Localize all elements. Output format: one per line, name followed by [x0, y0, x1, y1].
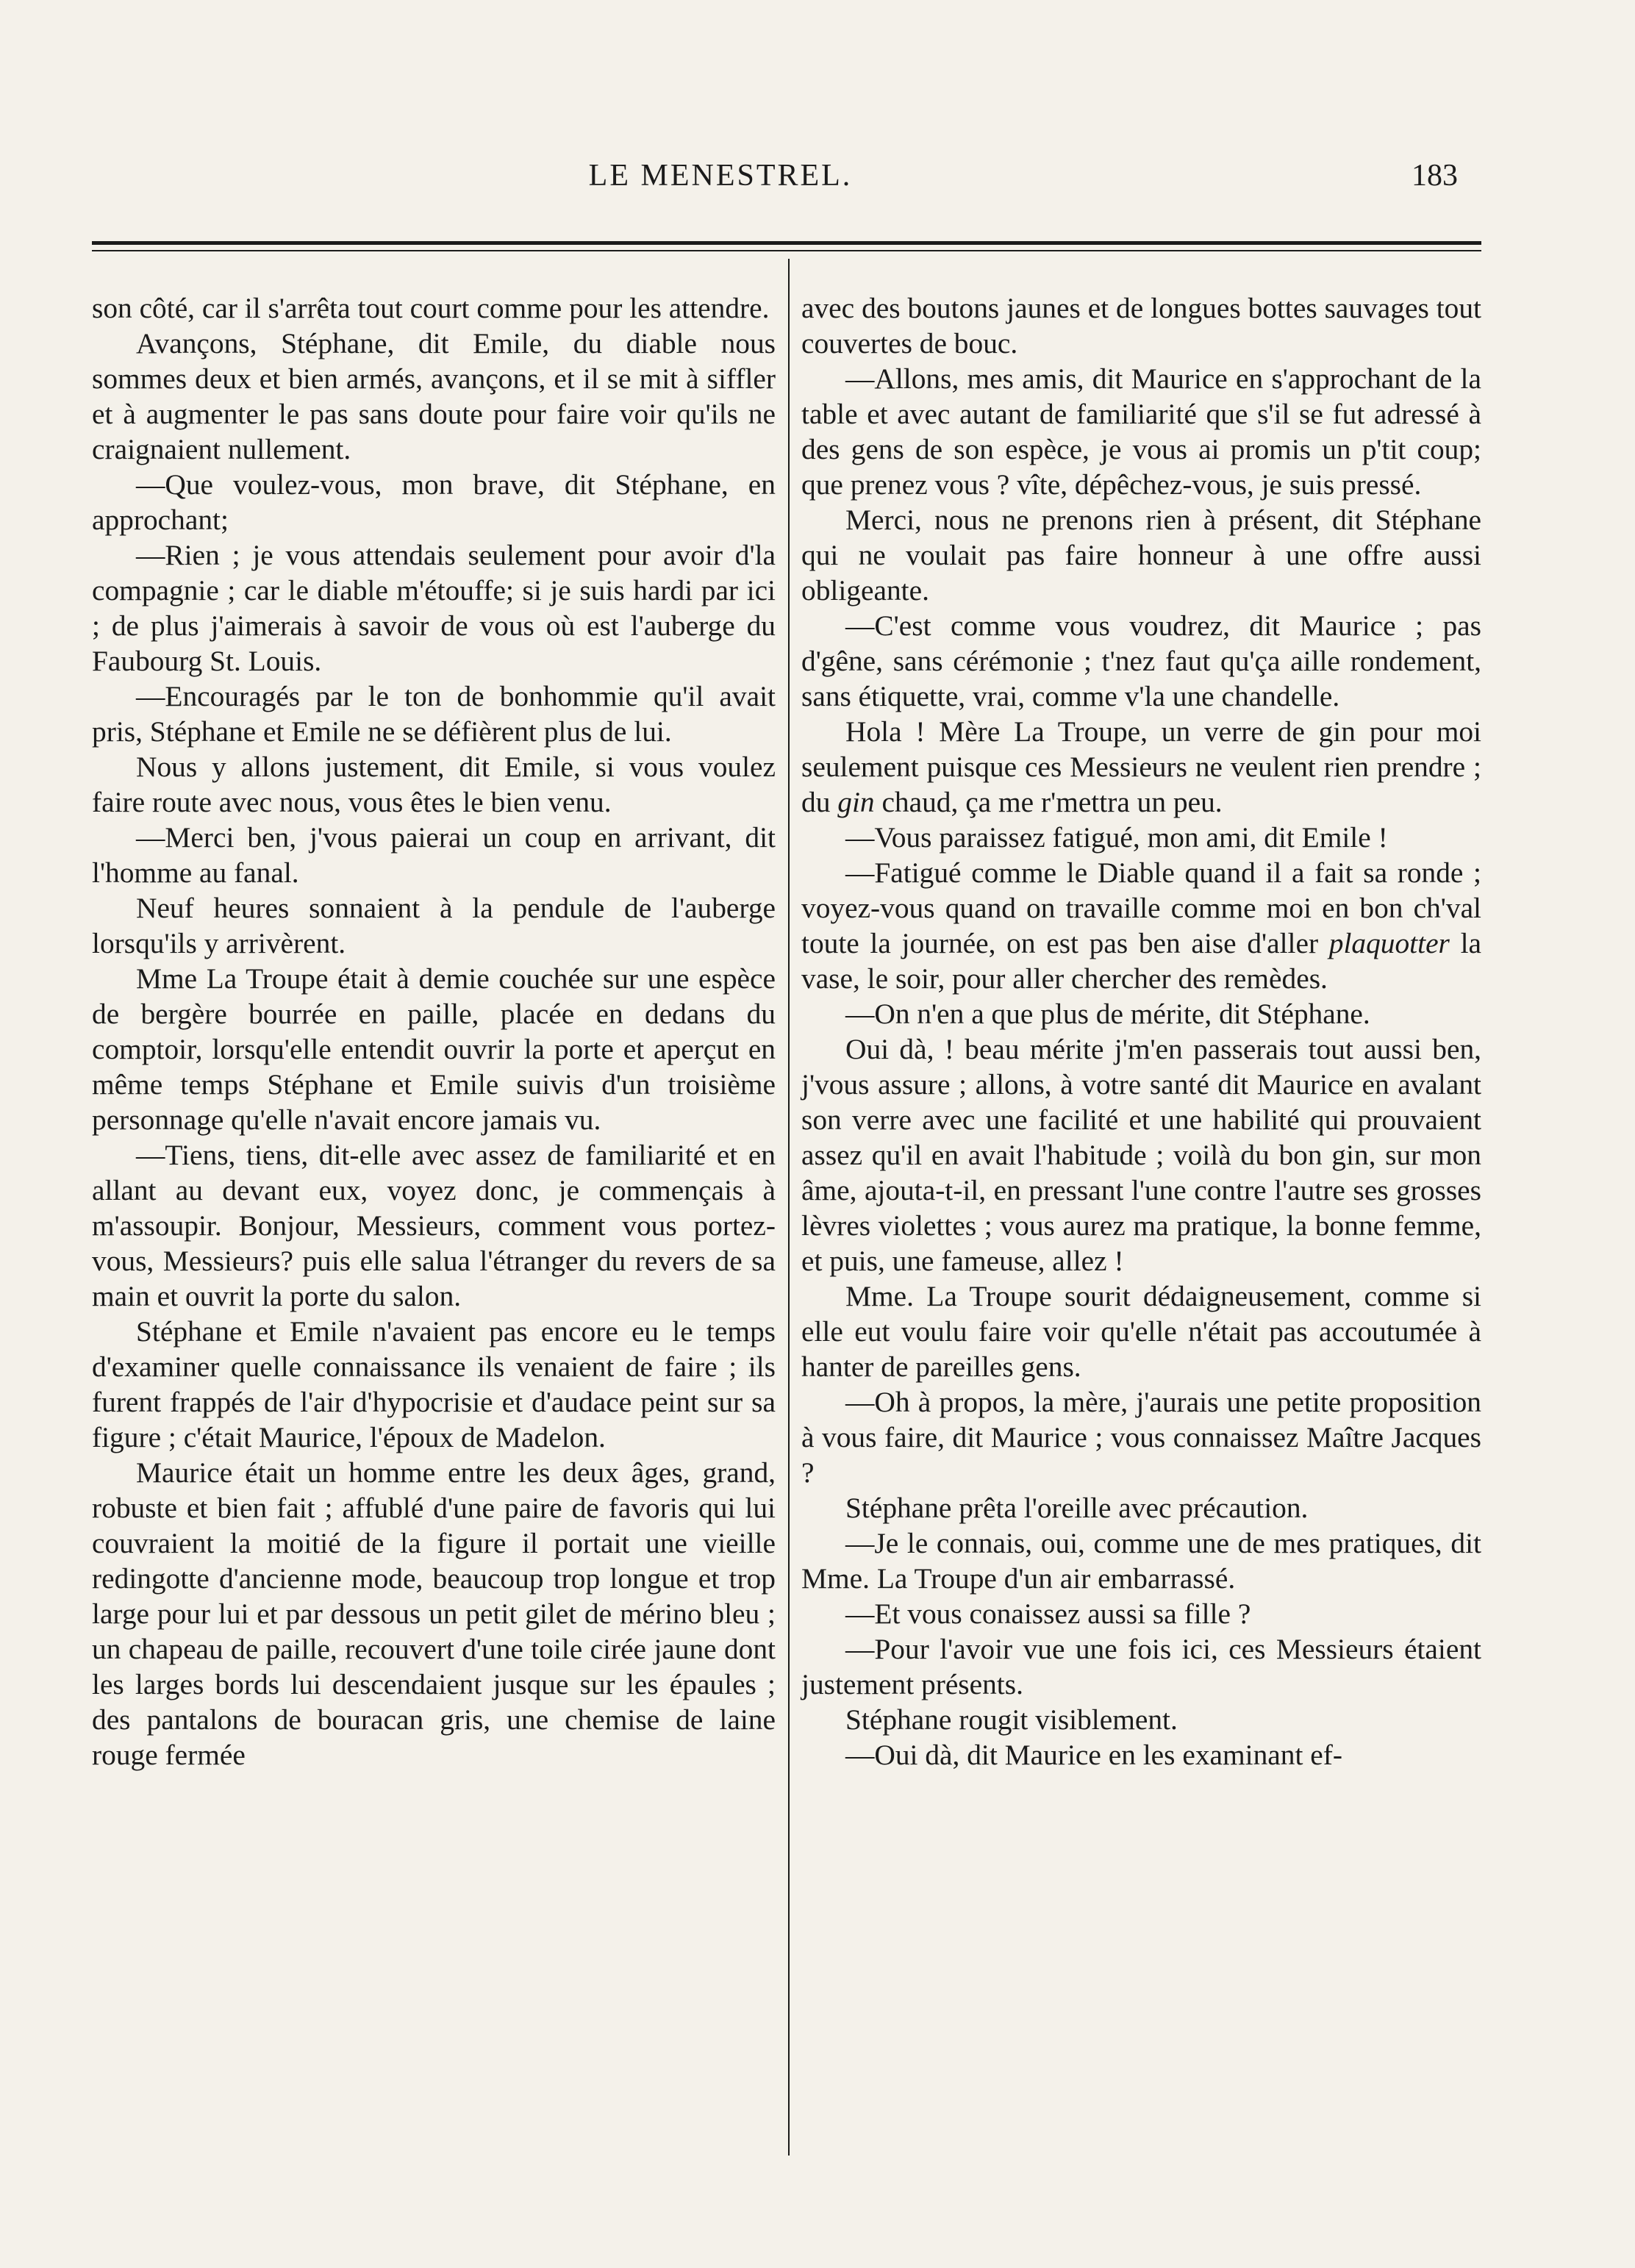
paragraph: —Je le connais, oui, comme une de mes pratiques, dit Mme. La Troupe d'un air embarrassé.: [801, 1527, 1481, 1595]
left-column: [92, 290, 776, 1772]
paragraph: Merci, nous ne prenons rien à présent, dit Stéphane qui ne voulait pas faire honneur à une offre aussi obligeante.: [801, 504, 1481, 607]
paragraph: Nous y allons justement, dit Emile, si vous voulez faire route avec nous, vous êtes le bien venu.: [92, 751, 776, 818]
paragraph: Avançons, Stéphane, dit Emile, du diable nous sommes deux et bien armés, avançons, et il se mit à siffler et à augmenter le pas sans doute pour faire voir qu'ils ne craignaient nullement.: [92, 327, 776, 465]
journal-title: LE MENESTREL.: [588, 159, 853, 193]
paragraph: —Oui dà, dit Maurice en les examinant ef-: [845, 1739, 1342, 1771]
paragraph: —Encouragés par le ton de bonhommie qu'il avait pris, Stéphane et Emile ne se défièrent plus de lui.: [92, 680, 776, 748]
column-divider: [788, 259, 790, 2156]
paragraph: —On n'en a que plus de mérite, dit Stéphane.: [845, 998, 1370, 1030]
paragraph: —Merci ben, j'vous paierai un coup en arrivant, dit l'homme au fanal.: [92, 821, 776, 889]
paragraph: Mme. La Troupe sourit dédaigneusement, comme si elle eut voulu faire voir qu'elle n'était pas accoutumée à hanter de pareilles gens.: [801, 1280, 1481, 1383]
paragraph: —Rien ; je vous attendais seulement pour avoir d'la compagnie ; car le diable m'étouffe; si je suis hardi par ici ; de plus j'aimerais à savoir de vous où est l'auberge du Faubourg St. Louis.: [92, 539, 776, 677]
paragraph: Stéphane prêta l'oreille avec précaution.: [845, 1492, 1309, 1524]
paragraph: —C'est comme vous voudrez, dit Maurice ; pas d'gêne, sans cérémonie ; t'nez faut qu'ça aille rondement, sans étiquette, vrai, comme v'la une chandelle.: [801, 609, 1481, 712]
paragraph: Hola ! Mère La Troupe, un verre de gin pour moi seulement puisque ces Messieurs ne veulent rien prendre ; du gin chaud, ça me r'mettra un peu.: [801, 715, 1481, 818]
paragraph: —Que voulez-vous, mon brave, dit Stéphane, en approchant;: [92, 468, 776, 536]
paragraph: —Fatigué comme le Diable quand il a fait sa ronde ; voyez-vous quand on travaille comme moi en bon ch'val toute la journée, on est pas ben aise d'aller plaquotter la vase, le soir, pour aller chercher des remèdes.: [801, 856, 1481, 995]
paragraph: —Vous paraissez fatigué, mon ami, dit Emile !: [845, 821, 1388, 854]
right-column: [801, 290, 1481, 1772]
header-rule-thick: [92, 241, 1481, 245]
header-rule-thin: [92, 250, 1481, 251]
paragraph: —Allons, mes amis, dit Maurice en s'approchant de la table et avec autant de familiarité que s'il se fut adressé à des gens de son espèce, je vous ai promis un p'tit coup; que prenez vous ? vîte, dépêchez-vous, je suis pressé.: [801, 362, 1481, 501]
paragraph: Oui dà, ! beau mérite j'm'en passerais tout aussi ben, j'vous assure ; allons, à votre santé dit Maurice en avalant son verre avec une facilité et une habilité qui prouvaient assez qu'il en avait l'habitude ; voilà du bon gin, sur mon âme, ajouta-t-il, en pressant l'une contre l'autre ses grosses lèvres violettes ; vous aurez ma pratique, la bonne femme, et puis, une fameuse, allez !: [801, 1033, 1481, 1277]
paragraph: Stéphane rougit visiblement.: [845, 1703, 1178, 1736]
paragraph: avec des boutons jaunes et de longues bottes sauvages tout couvertes de bouc.: [801, 292, 1481, 359]
paragraph: Maurice était un homme entre les deux âges, grand, robuste et bien fait ; affublé d'une paire de favoris qui lui couvraient la moitié de la figure il portait une vieille redingotte d'ancienne mode, beaucoup trop longue et trop large pour lui et par dessous un petit gilet de mérino bleu ; un chapeau de paille, recouvert d'une toile cirée jaune dont les larges bords lui descendaient jusque sur les épaules ; des pantalons de bouracan gris, une chemise de laine rouge fermée: [92, 1456, 776, 1771]
page-number: 183: [1412, 159, 1458, 193]
running-head: [0, 151, 1635, 202]
paragraph: —Et vous conaissez aussi sa fille ?: [845, 1598, 1251, 1630]
paragraph: —Oh à propos, la mère, j'aurais une petite proposition à vous faire, dit Maurice ; vous connaissez Maître Jacques ?: [801, 1386, 1481, 1489]
paragraph: —Tiens, tiens, dit-elle avec assez de familiarité et en allant au devant eux, voyez donc, je commençais à m'assoupir. Bonjour, Messieurs, comment vous portez-vous, Messieurs? puis elle salua l'étranger du revers de sa main et ouvrit la porte du salon.: [92, 1139, 776, 1312]
paragraph: Mme La Troupe était à demie couchée sur une espèce de bergère bourrée en paille, placée en dedans du comptoir, lorsqu'elle entendit ouvrir la porte et aperçut en même temps Stéphane et Emile suivis d'un troisième personnage qu'elle n'avait encore jamais vu.: [92, 962, 776, 1136]
paragraph: son côté, car il s'arrêta tout court comme pour les attendre.: [92, 292, 770, 324]
paragraph: Neuf heures sonnaient à la pendule de l'auberge lorsqu'ils y arrivèrent.: [92, 892, 776, 959]
paragraph: —Pour l'avoir vue une fois ici, ces Messieurs étaient justement présents.: [801, 1633, 1481, 1700]
paragraph: Stéphane et Emile n'avaient pas encore eu le temps d'examiner quelle connaissance ils venaient de faire ; ils furent frappés de l'air d'hypocrisie et d'audace peint sur sa figure ; c'était Maurice, l'époux de Madelon.: [92, 1315, 776, 1453]
